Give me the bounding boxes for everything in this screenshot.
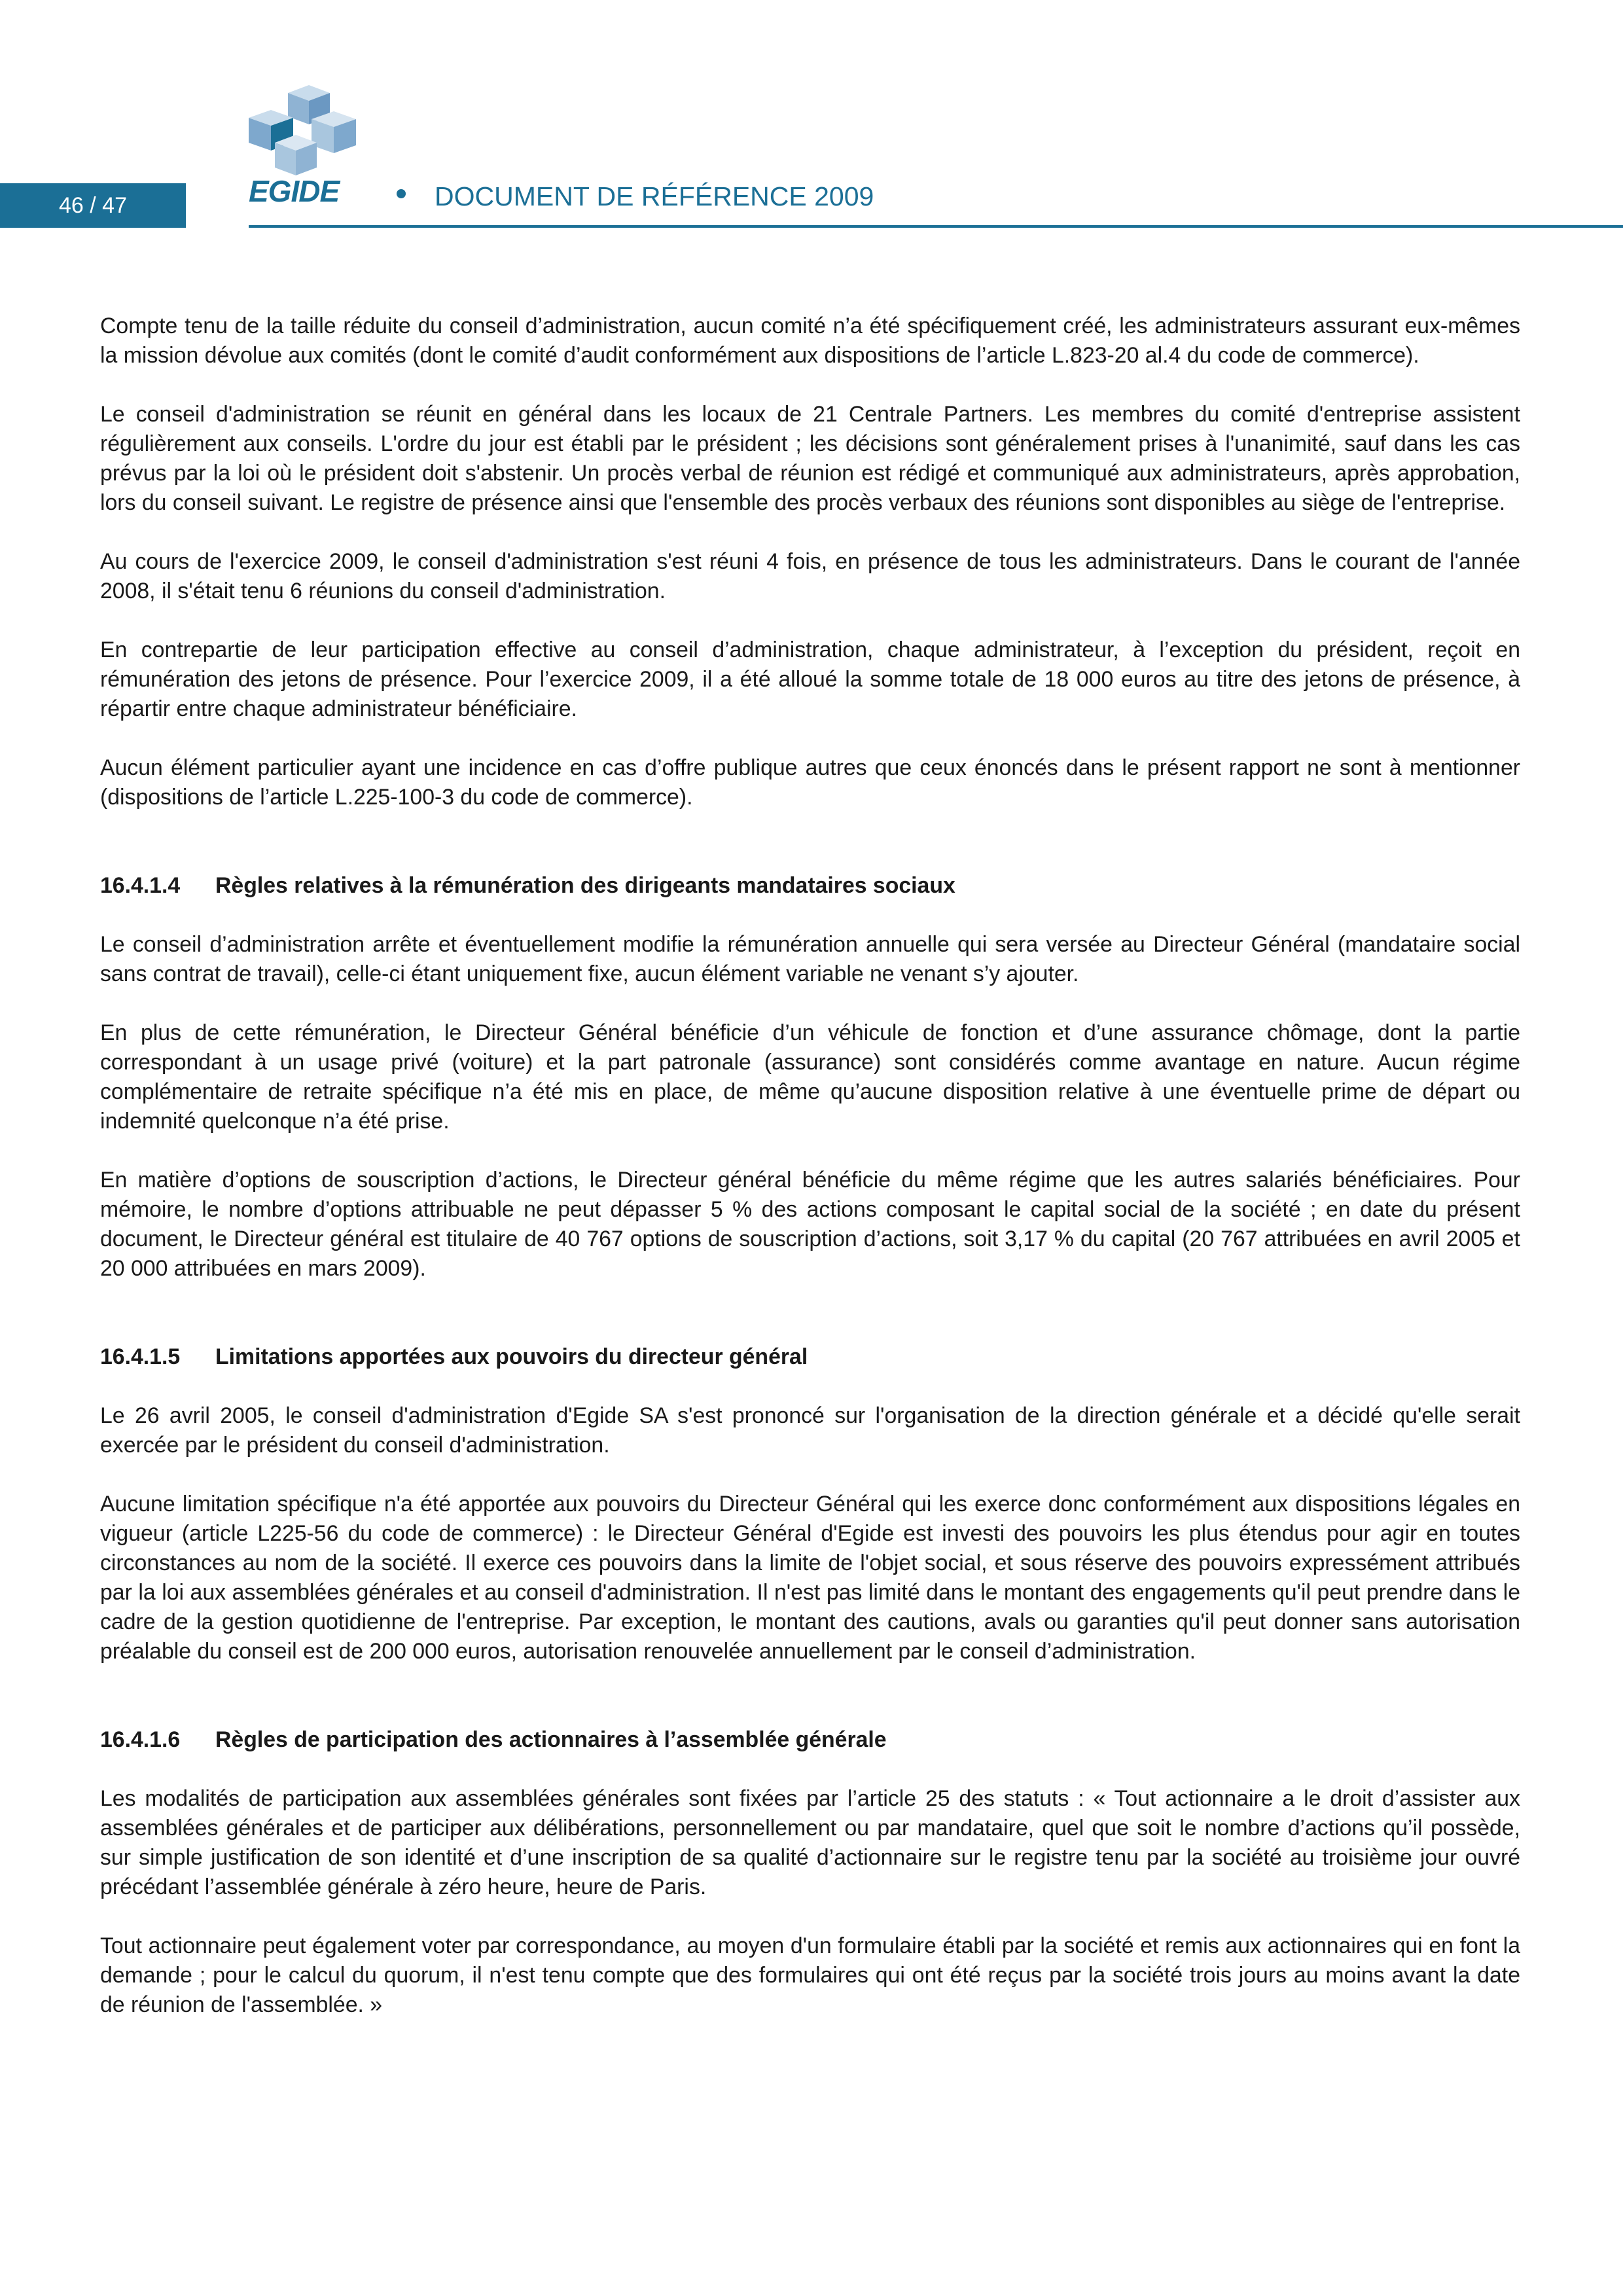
section-number: 16.4.1.5 (100, 1344, 181, 1369)
document-body (100, 312, 1520, 2049)
section-paragraph: En plus de cette rémunération, le Directeur Général bénéficie d’un véhicule de fonction et d’une assurance chômage, dont la partie correspondant à un usage privé (voiture) et la part patronale (assurance) sont considérés comme avantage en nature. Aucun régime complémentaire de retraite spécifique n’a été mis en place, de même qu’aucune disposition relative à une éventuelle prime de départ ou indemnité quelconque n’a été prise. (100, 1020, 1520, 1134)
document-title: DOCUMENT DE RÉFÉRENCE 2009 (435, 181, 874, 211)
section-paragraph: En matière d’options de souscription d’actions, le Directeur général bénéficie du même régime que les autres salariés bénéficiaires. Pour mémoire, le nombre d’options attribuable ne peut dépasser 5 % des actions composant le capital social de la société ; en date du présent document, le Directeur général est titulaire de 40 767 options de souscription d’actions, soit 3,17 % du capital (20 767 attribuées en avril 2005 et 20 000 attribuées en mars 2009). (100, 1168, 1520, 1281)
header-rule (249, 225, 1623, 228)
section-heading (100, 1342, 1520, 1372)
intro-paragraph: Le conseil d'administration se réunit en général dans les locaux de 21 Centrale Partners. Les membres du comité d'entreprise assistent régulièrement aux conseils. L'ordre du jour est établi par le président ; les décisions sont généralement prises à l'unanimité, sauf dans les cas prévus par la loi où le président doit s'abstenir. Un procès verbal de réunion est rédigé et communiqué aux administrateurs, après approbation, lors du conseil suivant. Le registre de présence ainsi que l'ensemble des procès verbaux des réunions sont disponibles au siège de l'entreprise. (100, 402, 1520, 515)
section-title: Règles relatives à la rémunération des dirigeants mandataires sociaux (215, 873, 955, 898)
section-title: Limitations apportées aux pouvoirs du directeur général (215, 1344, 808, 1369)
section-number: 16.4.1.4 (100, 873, 181, 898)
section-number: 16.4.1.6 (100, 1727, 181, 1752)
section-paragraph: Tout actionnaire peut également voter par correspondance, au moyen d'un formulaire établi par la société et remis aux actionnaires qui en font la demande ; pour le calcul du quorum, il n'est tenu compte que des formulaires qui ont été reçus par la société trois jours au moins avant la date de réunion de l'assemblée. » (100, 1933, 1520, 2017)
header-bullet (397, 189, 406, 198)
egide-logo-wordmark: EGIDE (249, 174, 340, 208)
section-paragraph: Le conseil d’administration arrête et éventuellement modifie la rémunération annuelle qui sera versée au Directeur Général (mandataire social sans contrat de travail), celle-ci étant uniquement fixe, aucun élément variable ne venant s’y ajouter. (100, 932, 1520, 986)
intro-paragraph: Compte tenu de la taille réduite du conseil d’administration, aucun comité n’a été spécifiquement créé, les administrateurs assurant eux-mêmes la mission dévolue aux comités (dont le comité d’audit conformément aux dispositions de l’article L.823-20 al.4 du code de commerce). (100, 314, 1520, 368)
section-heading (100, 1725, 1520, 1755)
intro-paragraph: Au cours de l'exercice 2009, le conseil d'administration s'est réuni 4 fois, en présence de tous les administrateurs. Dans le courant de l'année 2008, il s'était tenu 6 réunions du conseil d'administration. (100, 549, 1520, 603)
section-paragraph: Le 26 avril 2005, le conseil d'administration d'Egide SA s'est prononcé sur l'organisation de la direction générale et a décidé qu'elle serait exercée par le président du conseil d'administration. (100, 1403, 1520, 1458)
page-number: 46 / 47 (0, 183, 186, 228)
intro-paragraph: En contrepartie de leur participation effective au conseil d’administration, chaque administrateur, à l’exception du président, reçoit en rémunération des jetons de présence. Pour l’exercice 2009, il a été alloué la somme totale de 18 000 euros au titre des jetons de présence, à répartir entre chaque administrateur bénéficiaire. (100, 637, 1520, 721)
egide-logo-icon (249, 85, 366, 183)
section-paragraph: Les modalités de participation aux assemblées générales sont fixées par l’article 25 des statuts : « Tout actionnaire a le droit d’assister aux assemblées générales et de participer aux délibérations, personnellement ou par mandataire, quel que soit le nombre d’actions qu’il possède, sur simple justification de son identité et d’une inscription de sa qualité d’actionnaire sur le registre tenu par la société au troisième jour ouvré précédant l’assemblée générale à zéro heure, heure de Paris. (100, 1786, 1520, 1899)
intro-paragraph: Aucun élément particulier ayant une incidence en cas d’offre publique autres que ceux énoncés dans le présent rapport ne sont à mentionner (dispositions de l’article L.225-100-3 du code de commerce). (100, 755, 1520, 810)
section-title: Règles de participation des actionnaires à l’assemblée générale (215, 1727, 887, 1752)
section-heading (100, 871, 1520, 901)
section-paragraph: Aucune limitation spécifique n'a été apportée aux pouvoirs du Directeur Général qui les exerce donc conformément aux dispositions légales en vigueur (article L225-56 du code de commerce) : le Directeur Général d'Egide est investi des pouvoirs les plus étendus pour agir en toutes circonstances au nom de la société. Il exerce ces pouvoirs dans la limite de l'objet social, et sous réserve des pouvoirs expressément attribués par la loi aux assemblées générales et au conseil d'administration. Il n'est pas limité dans le montant des engagements qu'il peut prendre dans le cadre de la gestion quotidienne de l'entreprise. Par exception, le montant des cautions, avals ou garanties qu'il peut donner sans autorisation préalable du conseil est de 200 000 euros, autorisation renouvelée annuellement par le conseil d’administration. (100, 1492, 1520, 1664)
